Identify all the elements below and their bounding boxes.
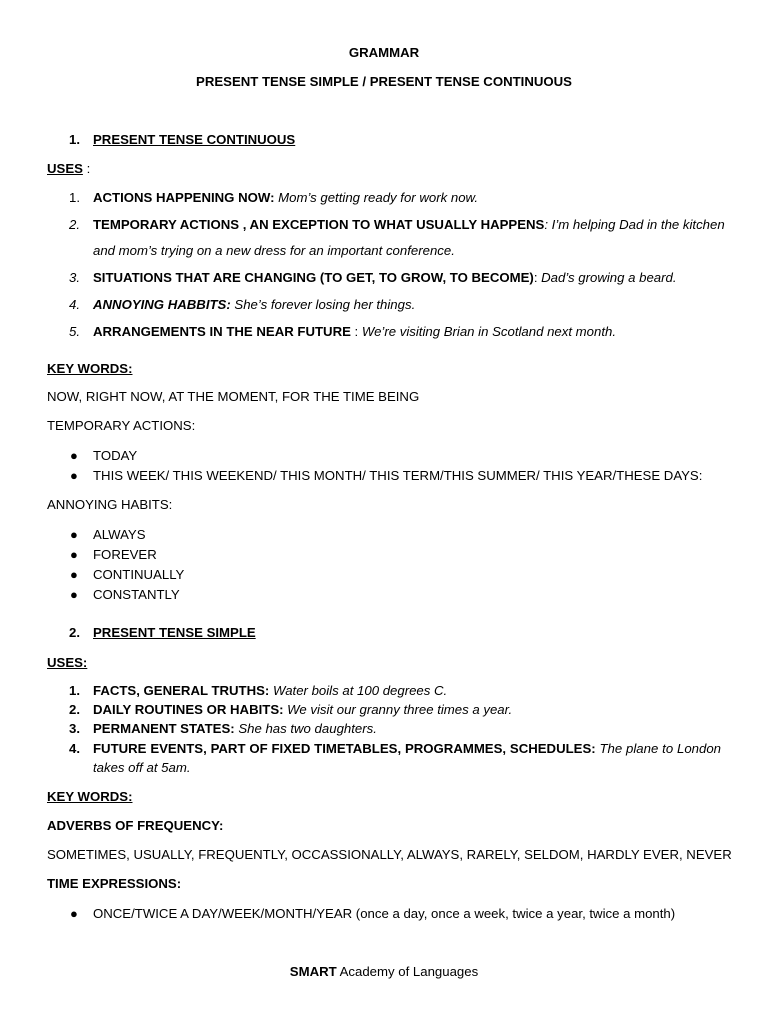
footer-brand: SMART (289, 964, 337, 979)
temporary-actions-label: TEMPORARY ACTIONS: (47, 418, 196, 433)
document-title: GRAMMAR (348, 45, 420, 60)
section1-uses-label: USES : (47, 161, 91, 176)
section1-key-words-label: KEY WORDS: (47, 361, 133, 376)
bullet-icon: ● (70, 567, 78, 582)
bullet-icon: ● (70, 547, 78, 562)
page-footer (0, 964, 768, 980)
section2-uses-label: USES: (47, 655, 88, 670)
footer-text: Academy of Languages (336, 964, 479, 979)
time-expressions-label: TIME EXPRESSIONS: (47, 876, 182, 891)
document-page: GRAMMAR PRESENT TENSE SIMPLE / PRESENT TENSE CONTINUOUS 1. PRESENT TENSE CONTINUOUS USES : 1. ACTIONS HAPPENING NOW: Mom’s getting ready for work now. 2. TEMPORARY ACTIONS , AN EXCEPTION TO WHAT USUALLY HAPPENS: I’m helping Dad in the kitchen and mom’s trying on a new dress for an important conference. 3. SITUATIONS THAT ARE CHANGING (TO GET, TO GROW, TO BECOME): Dad’s growing a beard. 4. ANNOYING HABBITS: She’s forever losing her things. 5. ARRANGEMENTS IN THE NEAR FUTURE : We’re visiting Brian in Scotland next month. KEY WORDS: NOW, RIGHT NOW, AT THE MOMENT, FOR THE TIME BEING TEMPORARY ACTIONS: ● TODAY ● THIS WEEK/ THIS WEEKEND/ THIS MONTH/ THIS TERM/THIS SUMMER/ THIS YEAR/THESE DAYS: ANNOYING HABITS: ● ALWAYS ● FOREVER ● CONTINUALLY ● CONSTANTLY 2. PRESENT TENSE SIMPLE USES: 1. FACTS, GENERAL TRUTHS: Water boils at 100 degrees C. 2. DAILY ROUTINES OR HABITS: We visit our granny three times a year. 3. PERMANENT STATES: She has two daughters. 4. FUTURE EVENTS, PART OF FIXED TIMETABLES, PROGRAMMES, SCHEDULES: The plane to London takes off at 5am. KEY WORDS: ADVERBS OF FREQUENCY: SOMETIMES, USUALLY, FREQUENTLY, OCCASSIONALLY, ALWAYS, RARELY, SELDOM, HARDLY EVER, NEVER TIME EXPRESSIONS: ● ONCE/TWICE A DAY/WEEK/MONTH/YEAR (once a day, once a week, twice a year, twice a month) SMART Academy of Languages (0, 0, 768, 1024)
section2-number: 2. (69, 625, 80, 640)
section1-key-words-line: NOW, RIGHT NOW, AT THE MOMENT, FOR THE TIME BEING (47, 389, 420, 404)
annoying-habits-label: ANNOYING HABITS: (47, 497, 173, 512)
list-item-continuation: takes off at 5am. (93, 760, 191, 775)
bullet-icon: ● (70, 468, 78, 483)
bullet-icon: ● (70, 906, 78, 921)
section2-key-words-label: KEY WORDS: (47, 789, 133, 804)
bullet-icon: ● (70, 527, 78, 542)
list-item-continuation: and mom’s trying on a new dress for an important conference. (93, 243, 455, 258)
section2-title: PRESENT TENSE SIMPLE (93, 625, 256, 640)
adverbs-of-frequency-label: ADVERBS OF FREQUENCY: (47, 818, 224, 833)
adverbs-of-frequency-line: SOMETIMES, USUALLY, FREQUENTLY, OCCASSIONALLY, ALWAYS, RARELY, SELDOM, HARDLY EVER, NEVER (47, 847, 732, 862)
bullet-icon: ● (70, 448, 78, 463)
bullet-icon: ● (70, 587, 78, 602)
section1-title: PRESENT TENSE CONTINUOUS (93, 132, 296, 147)
section1-number: 1. (69, 132, 80, 147)
document-subtitle: PRESENT TENSE SIMPLE / PRESENT TENSE CONTINUOUS (196, 74, 572, 89)
